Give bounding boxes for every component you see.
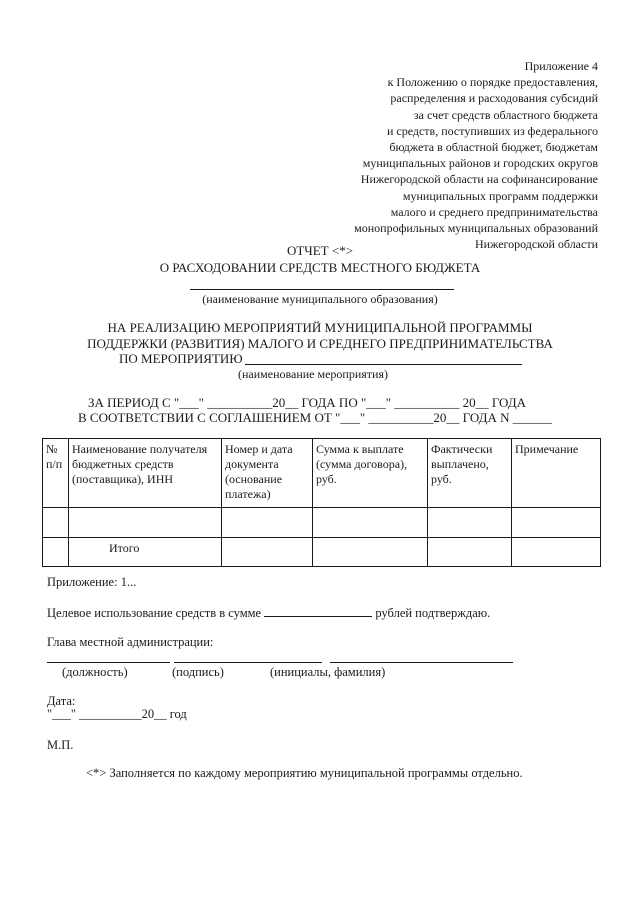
total-label: Итого <box>69 538 222 567</box>
appendix-block <box>298 58 598 252</box>
confirmation-suffix: рублей подтверждаю. <box>375 606 491 620</box>
table-header-row <box>43 439 601 508</box>
initials-caption: (инициалы, фамилия) <box>270 665 386 679</box>
amount-blank[interactable] <box>264 605 372 617</box>
col-header-number: № п/п <box>43 439 69 508</box>
report-title: О РАСХОДОВАНИИ СРЕДСТВ МЕСТНОГО БЮДЖЕТА <box>159 260 481 275</box>
appendix-line: муниципальных районов и городских округов <box>362 156 598 171</box>
head-of-administration: Глава местной администрации: <box>47 635 214 649</box>
footnote: <*> Заполняется по каждому мероприятию муниципальной программы отдельно. <box>86 766 523 780</box>
appendix-line: и средств, поступивших из федерального <box>386 123 598 138</box>
col-header-note: Примечание <box>512 439 601 508</box>
col-header-paid: Фактически выплачено, руб. <box>428 439 512 508</box>
expenses-table <box>42 438 601 567</box>
municipality-underline <box>190 289 454 290</box>
attachment-line: Приложение: 1... <box>47 575 137 589</box>
position-underline[interactable] <box>47 662 170 663</box>
table-cell[interactable] <box>69 508 222 538</box>
table-cell[interactable] <box>428 538 512 567</box>
appendix-line: Приложение 4 <box>524 59 598 73</box>
municipality-caption: (наименование муниципального образования) <box>202 292 438 306</box>
signature-caption: (подпись) <box>172 665 224 679</box>
confirmation-line <box>47 605 490 622</box>
table-cell[interactable] <box>222 508 313 538</box>
appendix-line: муниципальных программ поддержки <box>402 188 598 203</box>
appendix-line: распределения и расходования субсидий <box>390 91 598 106</box>
event-caption: (наименование мероприятия) <box>238 367 388 381</box>
program-title-line2: ПОДДЕРЖКИ (РАЗВИТИЯ) МАЛОГО И СРЕДНЕГО ПРЕДПРИНИМАТЕЛЬСТВА <box>87 336 553 351</box>
appendix-line: за счет средств областного бюджета <box>413 107 598 122</box>
appendix-line: малого и среднего предпринимательства <box>390 204 598 219</box>
date-label: Дата: <box>47 694 76 708</box>
appendix-line: к Положению о порядке предоставления, <box>387 75 598 90</box>
table-cell[interactable] <box>43 538 69 567</box>
appendix-line: Нижегородской области на софинансирование <box>360 172 598 187</box>
table-total-row <box>43 538 601 567</box>
table-cell[interactable] <box>428 508 512 538</box>
initials-underline[interactable] <box>330 662 513 663</box>
table-cell[interactable] <box>222 538 313 567</box>
program-title-line1: НА РЕАЛИЗАЦИЮ МЕРОПРИЯТИЙ МУНИЦИПАЛЬНОЙ ПРОГРАММЫ <box>107 320 533 335</box>
col-header-document: Номер и дата документа (основание платежа) <box>222 439 313 508</box>
table-row <box>43 508 601 538</box>
stamp-label: М.П. <box>47 738 74 752</box>
table-cell[interactable] <box>512 538 601 567</box>
date-line: "___" __________20__ год <box>47 707 187 721</box>
event-underline <box>245 364 522 365</box>
table-cell[interactable] <box>43 508 69 538</box>
appendix-line: бюджета в областной бюджет, бюджетам <box>389 140 598 155</box>
col-header-amount-due: Сумма к выплате (сумма договора), руб. <box>313 439 428 508</box>
agreement-line: В СООТВЕТСТВИИ С СОГЛАШЕНИЕМ ОТ "___" __________20__ ГОДА N ______ <box>78 410 552 425</box>
appendix-line: монопрофильных муниципальных образований <box>354 221 598 236</box>
event-label: ПО МЕРОПРИЯТИЮ <box>119 351 243 366</box>
table-cell[interactable] <box>512 508 601 538</box>
report-heading: ОТЧЕТ <*> <box>286 243 354 258</box>
position-caption: (должность) <box>62 665 128 679</box>
signature-underline[interactable] <box>174 662 322 663</box>
table-cell[interactable] <box>313 508 428 538</box>
period-line: ЗА ПЕРИОД С "___" __________20__ ГОДА ПО "___" __________ 20__ ГОДА <box>88 395 527 410</box>
table-cell[interactable] <box>313 538 428 567</box>
confirmation-prefix: Целевое использование средств в сумме <box>47 606 262 620</box>
col-header-recipient: Наименование получателя бюджетных средств (поставщика), ИНН <box>69 439 222 508</box>
appendix-line: Нижегородской области <box>474 237 598 252</box>
